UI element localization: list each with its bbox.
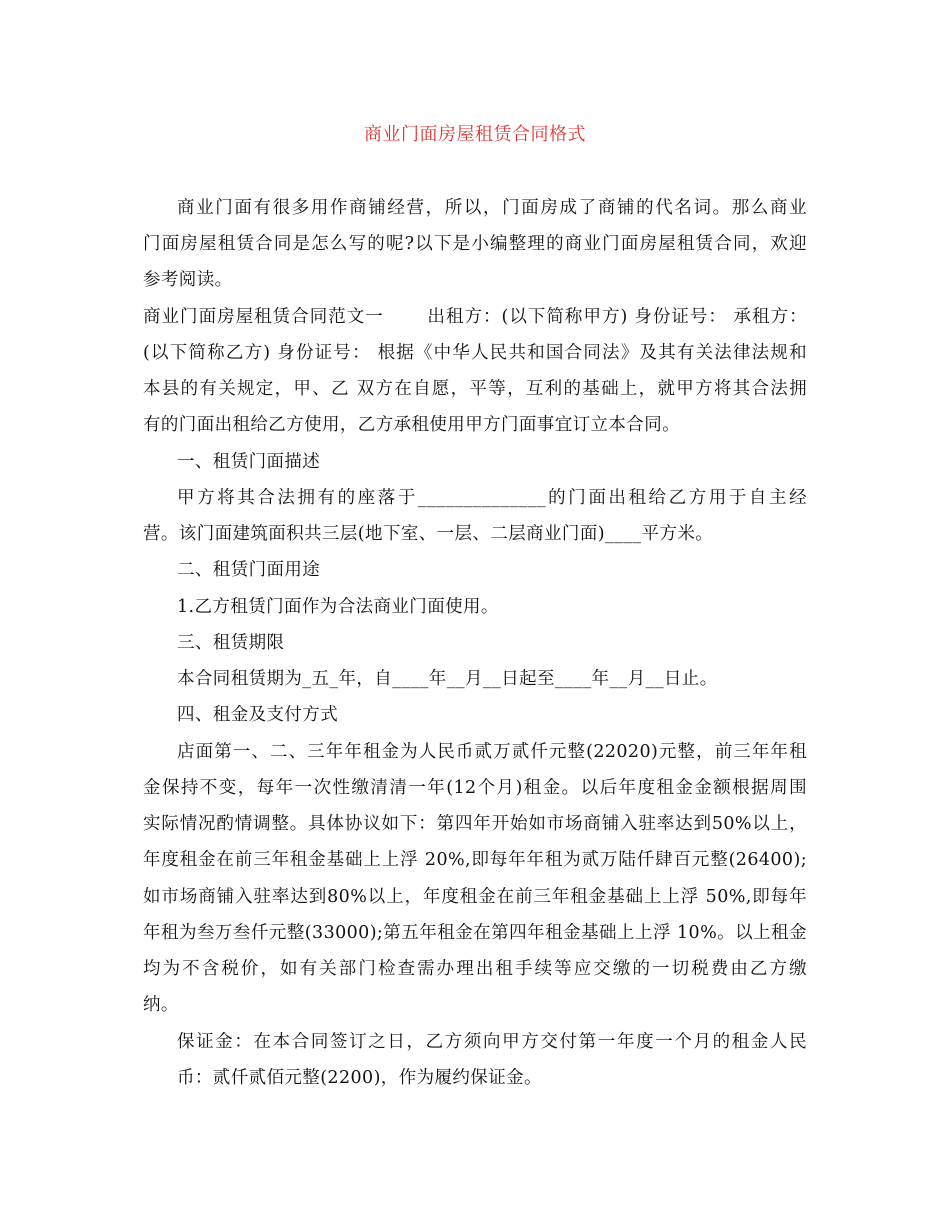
section-heading: 三、租赁期限 [177, 633, 285, 653]
paragraph-line: 保证金：在本合同签订之日，乙方须向甲方交付第一年度一个月的租金人民 [177, 1032, 807, 1052]
paragraph-line: 甲方将其合法拥有的座落于______________的门面出租给乙方用于自主经 [177, 488, 807, 508]
document-title: 商业门面房屋租赁合同格式 [364, 124, 586, 145]
paragraph-line: 实际情况酌情调整。具体协议如下：第四年开始如市场商铺入驻率达到50%以上， [143, 814, 807, 834]
paragraph-line: 本县的有关规定，甲、乙 双方在自愿，平等，互利的基础上，就甲方将其合法拥 [143, 379, 807, 399]
paragraph-line: 年度租金在前三年租金基础上上浮 20%,即每年年租为贰万陆仟肆百元整(26400); [143, 850, 807, 870]
paragraph-line: 币：贰仟贰佰元整(2200)，作为履约保证金。 [177, 1068, 542, 1088]
paragraph-line: 纳。 [143, 995, 179, 1015]
paragraph-line: 店面第一、二、三年年租金为人民币贰万贰仟元整(22020)元整，前三年年租 [177, 742, 807, 762]
paragraph-line: 营。该门面建筑面积共三层(地下室、一层、二层商业门面)____平方米。 [143, 524, 714, 544]
section-heading: 一、租赁门面描述 [177, 452, 321, 472]
paragraph-line: 参考阅读。 [143, 270, 233, 290]
paragraph-line: 商业门面房屋租赁合同范文一 出租方：(以下简称甲方) 身份证号： 承租方： [143, 307, 807, 327]
paragraph-line: 1.乙方租赁门面作为合法商业门面使用。 [177, 597, 499, 617]
paragraph-line: 商业门面有很多用作商铺经营，所以，门面房成了商铺的代名词。那么商业 [177, 198, 807, 218]
paragraph-line: (以下简称乙方) 身份证号： 根据《中华人民共和国合同法》及其有关法律法规和 [143, 343, 807, 363]
section-heading: 二、租赁门面用途 [177, 560, 321, 580]
paragraph-line: 均为不含税价，如有关部门检查需办理出租手续等应交缴的一切税费由乙方缴 [143, 959, 807, 979]
paragraph-line: 本合同租赁期为_五_年，自____年__月__日起至____年__月__日止。 [177, 669, 718, 689]
section-heading: 四、租金及支付方式 [177, 705, 339, 725]
paragraph-line: 如市场商铺入驻率达到80%以上，年度租金在前三年租金基础上上浮 50%,即每年 [143, 887, 807, 907]
paragraph-line: 有的门面出租给乙方使用，乙方承租使用甲方门面事宜订立本合同。 [143, 415, 680, 435]
paragraph-line: 年租为叁万叁仟元整(33000);第五年租金在第四年租金基础上上浮 10%。以上租金 [143, 923, 807, 943]
paragraph-line: 门面房屋租赁合同是怎么写的呢?以下是小编整理的商业门面房屋租赁合同，欢迎 [143, 234, 807, 254]
paragraph-line: 金保持不变，每年一次性缴清清一年(12个月)租金。以后年度租金金额根据周围 [143, 778, 807, 798]
